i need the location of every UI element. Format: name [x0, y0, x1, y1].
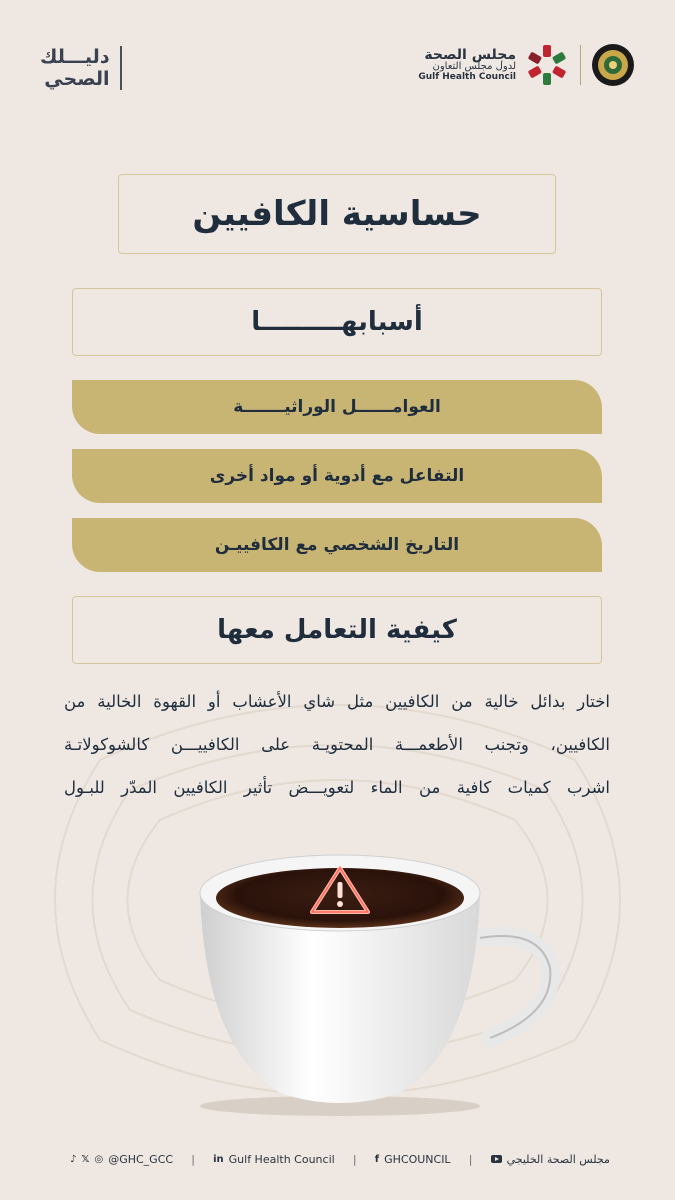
footer-linkedin[interactable] [213, 1153, 335, 1166]
facebook-name: GHCOUNCIL [384, 1152, 451, 1166]
coping-line: الكافيين، وتجنب الأطعمـــة المحتويـة على الكافييـــن كالشوكولاتـة [64, 735, 610, 754]
header-separator [580, 45, 581, 85]
guide-line-2: الصحي [44, 68, 110, 90]
instagram-icon: ◎ [94, 1153, 104, 1165]
linkedin-icon: in [213, 1153, 224, 1165]
cause-item: العوامــــــل الوراثيـــــــة [72, 380, 602, 434]
footer-divider: | [468, 1152, 473, 1166]
guide-text [40, 46, 110, 90]
council-name-ar: مجلس الصحة [424, 46, 516, 63]
facebook-icon: f [374, 1153, 380, 1165]
council-sub-ar: لدول مجلس التعاون [432, 61, 516, 73]
coping-text [64, 680, 610, 809]
guide-bar [120, 46, 122, 90]
x-icon: 𝕏 [81, 1153, 90, 1165]
footer-social[interactable] [70, 1153, 173, 1166]
footer-youtube[interactable] [491, 1153, 610, 1166]
causes-heading: أسبابهـــــــــا [72, 288, 602, 356]
coping-heading: كيفية التعامل معها [72, 596, 602, 664]
tiktok-icon: ♪ [70, 1153, 77, 1165]
social-handle: @GHC_GCC [108, 1152, 174, 1166]
cause-item: التاريخ الشخصي مع الكافييـن [72, 518, 602, 572]
guide-line-1: دليـــلك [40, 46, 110, 68]
gcc-emblem-icon [591, 43, 635, 87]
linkedin-name: Gulf Health Council [228, 1152, 335, 1166]
coping-line: اختار بدائل خالية من الكافيين مثل شاي الأعشاب أو القهوة الخالية من [64, 692, 610, 711]
ghc-star-logo-icon [524, 42, 570, 88]
youtube-name: مجلس الصحة الخليجي [506, 1152, 610, 1166]
footer-facebook[interactable] [375, 1153, 451, 1166]
footer-divider: | [352, 1152, 357, 1166]
coffee-cup-image [190, 848, 560, 1118]
council-name [418, 48, 516, 83]
council-name-en: Gulf Health Council [418, 71, 516, 82]
footer-divider: | [191, 1152, 195, 1166]
page-title: حساسية الكافيين [118, 174, 556, 254]
cause-item: التفاعل مع أدوية أو مواد أخرى [72, 449, 602, 503]
coping-line: اشرب كميات كافية من الماء لتعويـــض تأثير الكافيين المدّر للبـول [64, 778, 610, 797]
footer [70, 1150, 610, 1168]
health-guide-label [40, 46, 122, 90]
council-branding [418, 42, 635, 88]
youtube-icon [491, 1155, 502, 1163]
